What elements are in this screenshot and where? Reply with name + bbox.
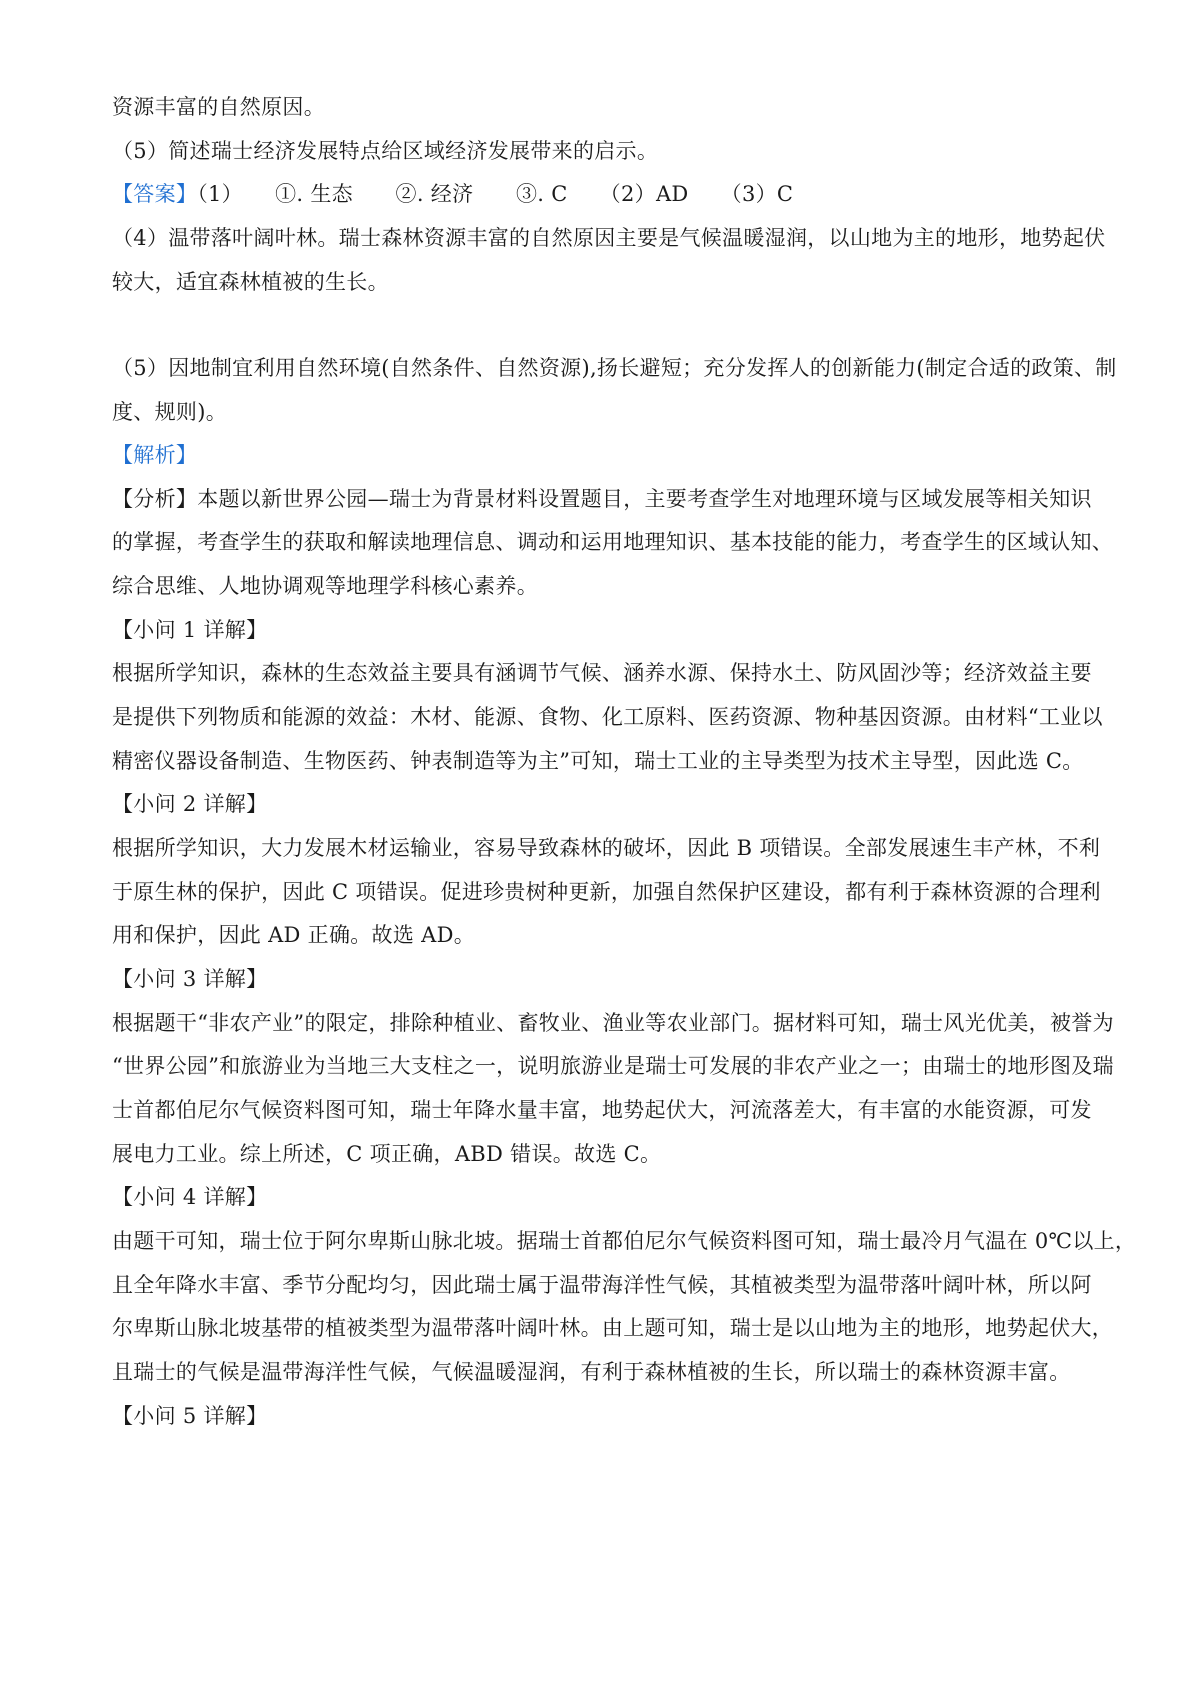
- subquestion-1-line-2: 是提供下列物质和能源的效益：木材、能源、食物、化工原料、医药资源、物种基因资源。由材料“工业以: [112, 705, 1103, 729]
- subquestion-3-line-3: 士首都伯尼尔气候资料图可知，瑞士年降水量丰富，地势起伏大，河流落差大，有丰富的水能资源，可发: [112, 1098, 1092, 1122]
- analysis-line-2: 的掌握，考查学生的获取和解读地理信息、调动和运用地理知识、基本技能的能力，考查学生的区域认知、: [112, 530, 1114, 554]
- answer-5-line-1: （5）因地制宜利用自然环境(自然条件、自然资源),扬长避短；充分发挥人的创新能力(制定合适的政策、制: [112, 356, 1117, 380]
- subquestion-2-line-2: 于原生林的保护，因此 C 项错误。促进珍贵树种更新，加强自然保护区建设，都有利于森林资源的合理利: [112, 880, 1101, 904]
- answer-label: 【答案】: [112, 182, 198, 206]
- analysis-label: 【解析】: [112, 443, 198, 467]
- subquestion-4-line-3: 尔卑斯山脉北坡基带的植被类型为温带落叶阔叶林。由上题可知，瑞士是以山地为主的地形，地势起伏大，: [112, 1316, 1114, 1340]
- answer-text: （1） ①. 生态 ②. 经济 ③. C （2）AD （3）C: [197, 182, 794, 206]
- answer-5-line-2: 度、规则)。: [112, 400, 227, 424]
- subquestion-3-line-2: “世界公园”和旅游业为当地三大支柱之一，说明旅游业是瑞士可发展的非农产业之一；由瑞士的地形图及瑞: [112, 1054, 1114, 1078]
- subquestion-1-line-1: 根据所学知识，森林的生态效益主要具有涵调节气候、涵养水源、保持水土、防风固沙等；经济效益主要: [112, 661, 1092, 685]
- subquestion-5-heading: 【小问 5 详解】: [112, 1404, 268, 1428]
- subquestion-2-line-1: 根据所学知识，大力发展木材运输业，容易导致森林的破坏，因此 B 项错误。全部发展速生丰产林，不利: [112, 836, 1101, 860]
- subquestion-4-heading: 【小问 4 详解】: [112, 1185, 268, 1209]
- subquestion-2-line-3: 用和保护，因此 AD 正确。故选 AD。: [112, 923, 476, 947]
- subquestion-4-line-4: 且瑞士的气候是温带海洋性气候，气候温暖湿润，有利于森林植被的生长，所以瑞士的森林资源丰富。: [112, 1360, 1071, 1384]
- subquestion-3-line-4: 展电力工业。综上所述，C 项正确，ABD 错误。故选 C。: [112, 1142, 662, 1166]
- subquestion-4-line-1: 由题干可知，瑞士位于阿尔卑斯山脉北坡。据瑞士首都伯尼尔气候资料图可知，瑞士最冷月气温在 0℃以上，: [112, 1229, 1137, 1253]
- analysis-line-3: 综合思维、人地协调观等地理学科核心素养。: [112, 574, 538, 598]
- answer-line: [112, 179, 1102, 209]
- subquestion-1-heading: 【小问 1 详解】: [112, 618, 268, 642]
- answer-4-line-2: 较大，适宜森林植被的生长。: [112, 270, 389, 294]
- subquestion-3-heading: 【小问 3 详解】: [112, 967, 268, 991]
- question-5: （5）简述瑞士经济发展特点给区域经济发展带来的启示。: [112, 139, 659, 163]
- subquestion-4-line-2: 且全年降水丰富、季节分配均匀，因此瑞士属于温带海洋性气候，其植被类型为温带落叶阔叶林，所以阿: [112, 1273, 1092, 1297]
- subquestion-1-line-3: 精密仪器设备制造、生物医药、钟表制造等为主”可知，瑞士工业的主导类型为技术主导型，因此选 C。: [112, 749, 1084, 773]
- subquestion-3-line-1: 根据题干“非农产业”的限定，排除种植业、畜牧业、渔业等农业部门。据材料可知，瑞士风光优美，被誉为: [112, 1011, 1114, 1035]
- subquestion-2-heading: 【小问 2 详解】: [112, 792, 268, 816]
- text-line: 资源丰富的自然原因。: [112, 95, 325, 119]
- analysis-line-1: 【分析】本题以新世界公园—瑞士为背景材料设置题目，主要考查学生对地理环境与区域发展等相关知识: [112, 487, 1092, 511]
- answer-4-line-1: （4）温带落叶阔叶林。瑞士森林资源丰富的自然原因主要是气候温暖湿润，以山地为主的地形，地势起伏: [112, 226, 1106, 250]
